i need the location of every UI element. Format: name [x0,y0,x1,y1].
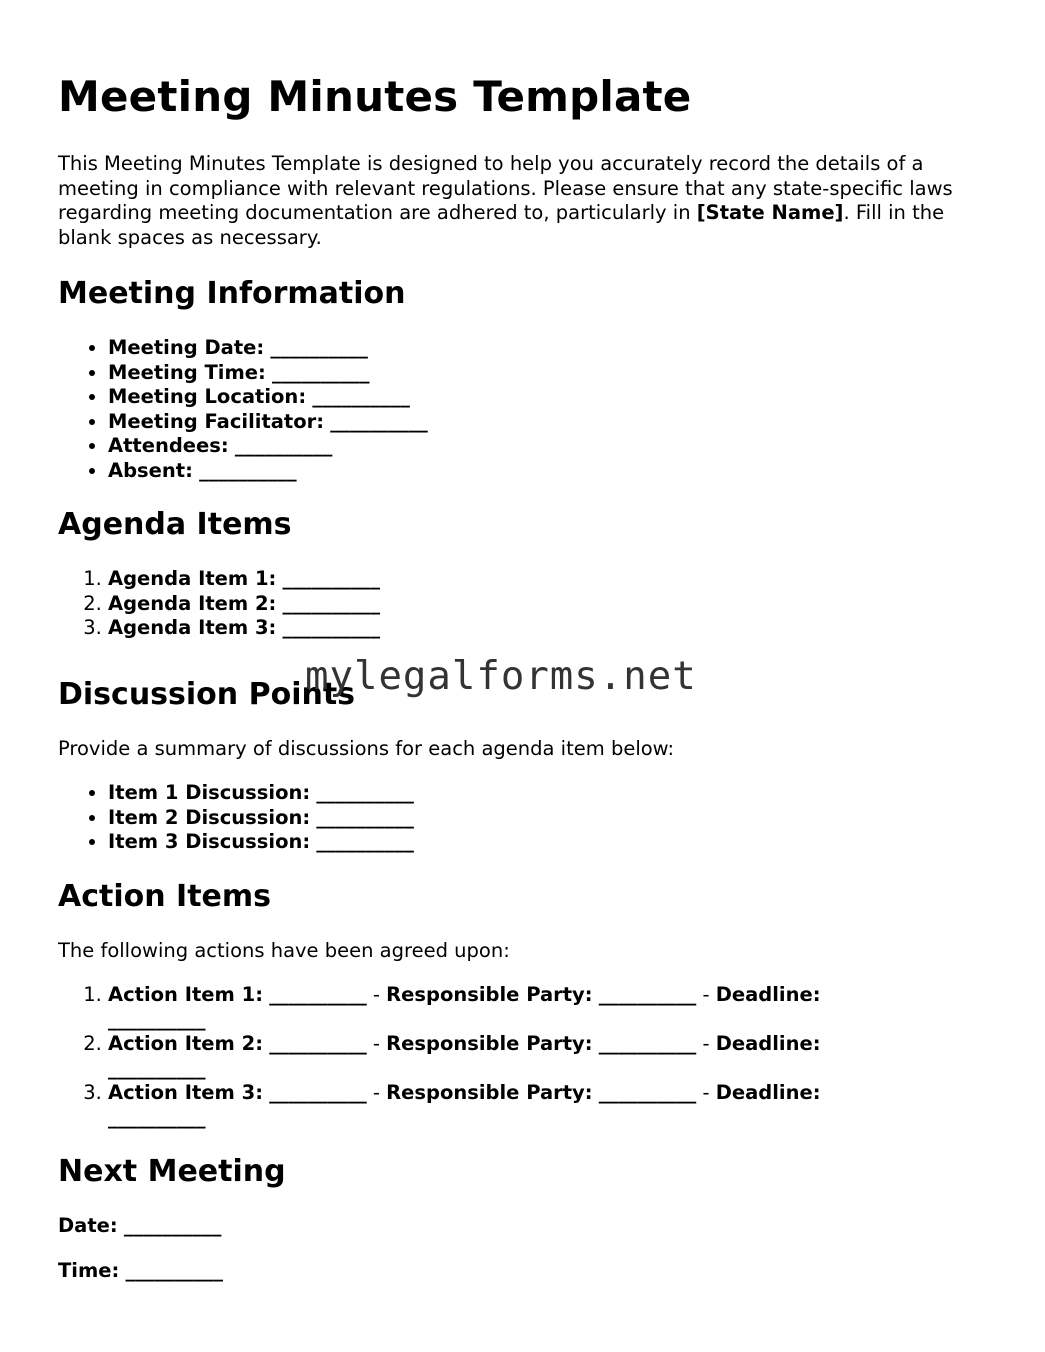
responsible-party-3-blank[interactable]: __________ [598,1081,697,1105]
list-item [108,830,987,855]
list-item [108,592,987,617]
list-item [108,781,987,806]
separator: - [366,1032,387,1056]
agenda-item-3-label: Agenda Item 3: [108,616,277,640]
action-item-1-blank[interactable]: __________ [269,983,367,1007]
next-meeting-section [58,1154,987,1283]
deadline-2-blank[interactable]: __________ [108,1056,206,1080]
agenda-items-heading: Agenda Items [58,507,292,543]
meeting-facilitator-label: Meeting Facilitator: [108,409,325,433]
responsible-party-2-blank[interactable]: __________ [598,1032,697,1056]
list-item [108,1032,987,1081]
watermark: mylegalforms.net [305,654,697,699]
attendees-blank[interactable]: __________ [234,434,333,458]
list-item [108,459,987,484]
agenda-items-list [58,567,987,641]
deadline-label: Deadline: [715,983,821,1007]
action-items-intro: The following actions have been agreed upon: [58,938,510,962]
responsible-party-label: Responsible Party: [386,1032,593,1056]
meeting-information-heading: Meeting Information [58,276,406,312]
agenda-item-2-label: Agenda Item 2: [108,591,277,615]
action-items-list [58,983,987,1130]
meeting-location-label: Meeting Location: [108,385,307,409]
action-items-heading: Action Items [58,878,272,914]
list-item [108,983,987,1032]
discussion-points-heading: Discussion Points [58,676,356,712]
meeting-date-blank[interactable]: __________ [270,336,368,360]
separator: - [696,1032,716,1056]
responsible-party-label: Responsible Party: [386,983,593,1007]
intro-text-before: This Meeting Minutes Template is designed to help you accurately record the details of a meeting in compliance with relevant regulations. Please ensure that any state-specific laws regarding meeting documentation are adhered to, particularly in [58,152,953,225]
item-1-discussion-blank[interactable]: __________ [316,781,414,805]
next-meeting-heading: Next Meeting [58,1154,286,1190]
deadline-label: Deadline: [715,1081,821,1105]
intro-text-after: . Fill in the blank spaces as necessary. [58,201,945,249]
action-item-2-blank[interactable]: __________ [269,1032,367,1056]
responsible-party-1-blank[interactable]: __________ [598,983,697,1007]
agenda-item-2-blank[interactable]: __________ [282,591,381,615]
separator: - [366,983,387,1007]
action-item-3-blank[interactable]: __________ [269,1081,367,1105]
absent-label: Absent: [108,458,193,482]
item-3-discussion-label: Item 3 Discussion: [108,830,311,854]
agenda-item-3-blank[interactable]: __________ [282,616,381,640]
intro-paragraph [58,152,987,250]
next-meeting-date-label: Date: [58,1214,118,1238]
discussion-points-list [58,781,987,855]
list-item [108,434,987,459]
attendees-label: Attendees: [108,434,229,458]
list-item [108,567,987,592]
list-item [108,616,987,641]
action-item-1-label: Action Item 1: [108,983,264,1007]
deadline-1-blank[interactable]: __________ [108,1007,206,1031]
list-item [108,361,987,386]
item-1-discussion-label: Item 1 Discussion: [108,781,311,805]
deadline-label: Deadline: [715,1032,821,1056]
separator: - [696,983,716,1007]
list-item [108,336,987,361]
separator: - [366,1081,387,1105]
list-item [108,806,987,831]
agenda-item-1-label: Agenda Item 1: [108,567,277,591]
meeting-information-list [58,336,987,483]
item-3-discussion-blank[interactable]: __________ [316,830,414,854]
discussion-intro: Provide a summary of discussions for each agenda item below: [58,736,675,760]
list-item [108,410,987,435]
item-2-discussion-label: Item 2 Discussion: [108,805,311,829]
page-title: Meeting Minutes Template [58,72,692,121]
responsible-party-label: Responsible Party: [386,1081,593,1105]
deadline-3-blank[interactable]: __________ [108,1105,206,1129]
absent-blank[interactable]: __________ [199,458,297,482]
state-name-placeholder: [State Name] [696,201,844,225]
agenda-item-1-blank[interactable]: __________ [282,567,381,591]
meeting-facilitator-blank[interactable]: __________ [330,409,428,433]
meeting-location-blank[interactable]: __________ [312,385,410,409]
meeting-time-blank[interactable]: __________ [272,360,370,384]
next-meeting-date-blank[interactable]: __________ [123,1214,222,1238]
separator: - [696,1081,716,1105]
meeting-date-label: Meeting Date: [108,336,265,360]
item-2-discussion-blank[interactable]: __________ [316,805,414,829]
action-item-3-label: Action Item 3: [108,1081,264,1105]
list-item [108,1081,987,1130]
next-meeting-time-blank[interactable]: __________ [125,1258,224,1282]
list-item [108,385,987,410]
next-meeting-time [58,1259,987,1284]
action-item-2-label: Action Item 2: [108,1032,264,1056]
next-meeting-date [58,1214,987,1239]
meeting-time-label: Meeting Time: [108,360,266,384]
next-meeting-time-label: Time: [58,1258,120,1282]
